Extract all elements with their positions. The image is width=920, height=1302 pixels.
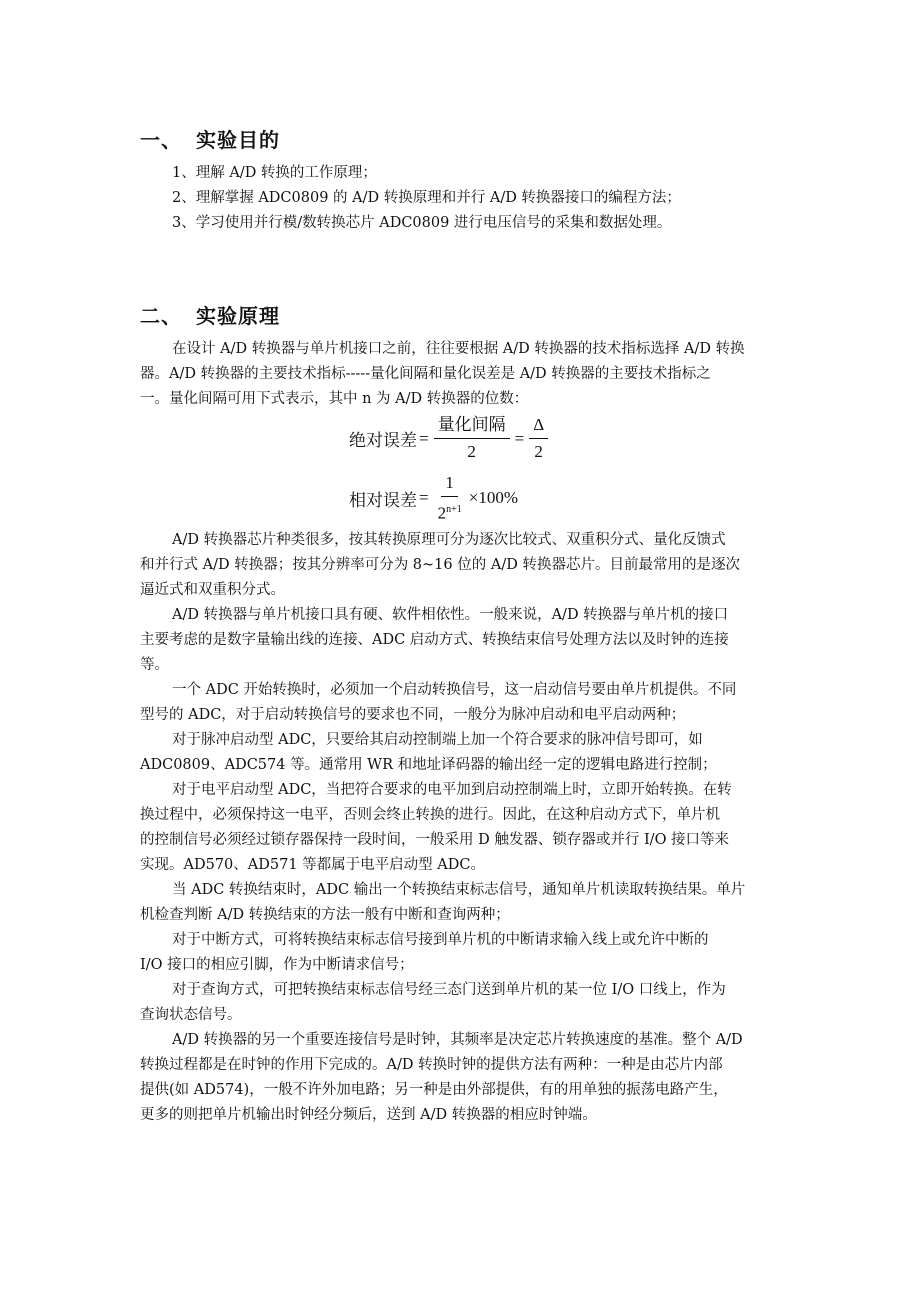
formula2-denominator-base: 2 [437,503,447,523]
formula2-numerator: 1 [441,472,458,497]
section1-heading [140,124,280,153]
text-line: 对于中断方式，可将转换结束标志信号接到单片机的中断请求输入线上或允许中断的 [172,932,709,948]
text-line: 型号的 ADC，对于启动转换信号的要求也不同，一般分为脉冲启动和电平启动两种； [140,707,686,723]
text-line: 当 ADC 转换结束时，ADC 输出一个转换结束标志信号，通知单片机读取转换结果。单片 [172,882,746,898]
text-line: 主要考虑的是数字量输出线的连接、ADC 启动方式、转换结束信号处理方法以及时钟的连接 [140,632,729,648]
formula1-numerator1: 量化间隔 [434,414,510,439]
formula-absolute-error [349,414,551,463]
objective-item: 1、理解 A/D 转换的工作原理； [172,165,377,181]
objective-item: 3、学习使用并行模/数转换芯片 ADC0809 进行电压信号的采集和数据处理。 [172,215,672,231]
formula1-denominator2: 2 [534,442,543,461]
formula1-fraction2 [529,414,548,463]
formula2-tail: ×100% [468,488,518,508]
formula1-equals: = [419,428,429,448]
objective-item: 2、理解掌握 ADC0809 的 A/D 转换原理和并行 A/D 转换器接口的编程方法； [172,190,681,206]
section1-title: 实验目的 [196,128,280,152]
formula2-equals: = [419,488,429,508]
text-line: 逼近式和双重积分式。 [140,582,285,598]
text-line: 查询状态信号。 [140,1007,242,1023]
section2-number: 二、 [140,304,182,328]
formula1-fraction1 [434,414,510,463]
formula2-exponent: n+1 [446,504,462,515]
formula1-equals2: = [514,428,525,448]
text-line: 和并行式 A/D 转换器；按其分辨率可分为 8~16 位的 A/D 转换器芯片。目前最常用的是逐次 [140,557,740,573]
text-line: 等。 [140,657,169,673]
text-line: A/D 转换器芯片种类很多，按其转换原理可分为逐次比较式、双重积分式、量化反馈式 [172,532,726,548]
formula1-lhs: 绝对误差 [349,431,417,450]
text-line: 提供(如 AD574)，一般不许外加电路；另一种是由外部提供，有的用单独的振荡电路产生， [140,1082,728,1098]
formula1-denominator1: 2 [467,442,476,461]
text-line: 一。量化间隔可用下式表示，其中 n 为 A/D 转换器的位数： [140,391,529,407]
formula1-numerator2: Δ [529,414,548,439]
formula2-denominator [434,497,466,525]
section2-title: 实验原理 [196,304,280,328]
formula2-lhs: 相对误差 [349,490,417,510]
section2-heading [140,300,280,329]
text-line: 更多的则把单片机输出时钟经分频后，送到 A/D 转换器的相应时钟端。 [140,1107,597,1123]
text-line: 实现。AD570、AD571 等都属于电平启动型 ADC。 [140,857,485,873]
text-line: 在设计 A/D 转换器与单片机接口之前，往往要根据 A/D 转换器的技术指标选择 A/D 转换 [172,341,745,357]
formula2-fraction [434,472,466,525]
text-line: ADC0809、ADC574 等。通常用 WR 和地址译码器的输出经一定的逻辑电路进行控制； [140,757,717,773]
text-line: 对于查询方式，可把转换结束标志信号经三态门送到单片机的某一位 I/O 口线上，作为 [172,982,726,998]
text-line: A/D 转换器与单片机接口具有硬、软件相依性。一般来说，A/D 转换器与单片机的接口 [172,607,729,623]
text-line: 对于脉冲启动型 ADC，只要给其启动控制端上加一个符合要求的脉冲信号即可，如 [172,732,703,748]
text-line: I/O 接口的相应引脚，作为中断请求信号； [140,957,414,973]
text-line: 的控制信号必须经过锁存器保持一段时间，一般采用 D 触发器、锁存器或并行 I/O 接口等来 [140,832,730,848]
text-line: A/D 转换器的另一个重要连接信号是时钟，其频率是决定芯片转换速度的基准。整个 A/D [172,1032,743,1048]
text-line: 机检查判断 A/D 转换结束的方法一般有中断和查询两种； [140,907,510,923]
text-line: 换过程中，必须保持这一电平，否则会终止转换的进行。因此，在这种启动方式下，单片机 [140,807,720,823]
formula-relative-error [349,472,518,525]
text-line: 器。A/D 转换器的主要技术指标-----量化间隔和量化误差是 A/D 转换器的主要技术指标之 [140,366,711,382]
text-line: 对于电平启动型 ADC，当把符合要求的电平加到启动控制端上时，立即开始转换。在转 [172,782,732,798]
text-line: 一个 ADC 开始转换时，必须加一个启动转换信号，这一启动信号要由单片机提供。不同 [172,682,737,698]
section1-number: 一、 [140,128,182,152]
text-line: 转换过程都是在时钟的作用下完成的。A/D 转换时钟的提供方法有两种：一种是由芯片内部 [140,1057,723,1073]
